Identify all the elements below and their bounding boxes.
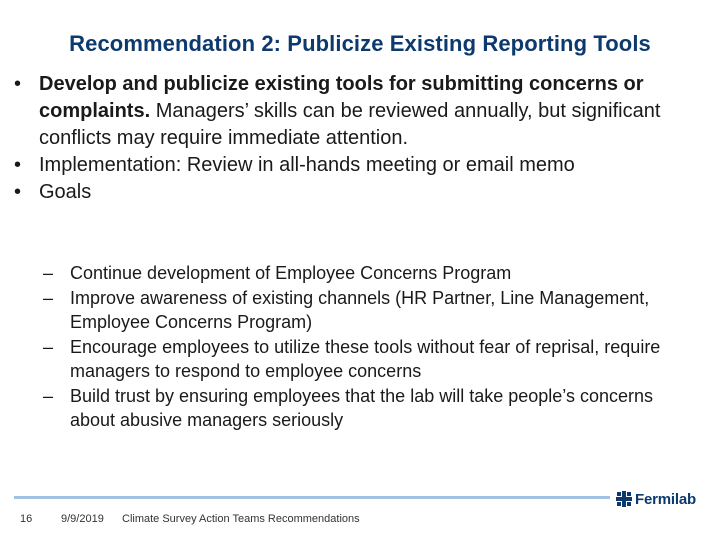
bullet-marker: • bbox=[14, 73, 22, 95]
footer-caption: Climate Survey Action Teams Recommendations bbox=[122, 513, 360, 525]
logo-text: Fermilab bbox=[635, 490, 696, 508]
bullet-text: Goals bbox=[39, 181, 92, 203]
bullet-marker: • bbox=[14, 181, 22, 203]
bullet-item bbox=[0, 179, 699, 206]
sub-bullet-text: Continue development of Employee Concerns Program bbox=[70, 263, 512, 283]
sub-bullet-marker: – bbox=[43, 263, 54, 283]
footer-date: 9/9/2019 bbox=[61, 513, 104, 525]
sub-bullet-text: Encourage employees to utilize these tools without fear of reprisal, require managers to respond to employee concerns bbox=[70, 337, 661, 381]
sub-bullet-text: Build trust by ensuring employees that the lab will take people’s concerns about abusive managers seriously bbox=[70, 386, 653, 430]
page-number: 16 bbox=[20, 513, 33, 525]
bullet-bold-text: Develop and publicize existing tools for submitting concerns or complaints. bbox=[39, 73, 644, 122]
sub-bullet-list bbox=[0, 261, 720, 433]
bullet-text: Managers’ skills can be reviewed annually, but significant conflicts may require immediate attention. bbox=[39, 100, 661, 149]
sub-bullet-marker: – bbox=[43, 386, 54, 406]
sub-bullet-item bbox=[0, 384, 690, 432]
slide-title: Recommendation 2: Publicize Existing Reporting Tools bbox=[69, 31, 651, 56]
bullet-item bbox=[0, 71, 699, 152]
footer-divider bbox=[14, 496, 610, 499]
sub-bullet-item bbox=[0, 335, 690, 383]
sub-bullet-marker: – bbox=[43, 337, 54, 357]
bullet-list bbox=[0, 71, 720, 206]
bullet-marker: • bbox=[14, 154, 22, 176]
bullet-text: Implementation: Review in all-hands meeting or email memo bbox=[39, 154, 575, 176]
sub-bullet-marker: – bbox=[43, 288, 54, 308]
fermilab-logo-icon bbox=[616, 491, 632, 507]
sub-bullet-item bbox=[0, 261, 690, 285]
fermilab-logo bbox=[616, 487, 696, 511]
sub-bullet-text: Improve awareness of existing channels (HR Partner, Line Management, Employee Concerns Program) bbox=[70, 288, 650, 332]
sub-bullet-item bbox=[0, 286, 690, 334]
bullet-item bbox=[0, 152, 699, 179]
